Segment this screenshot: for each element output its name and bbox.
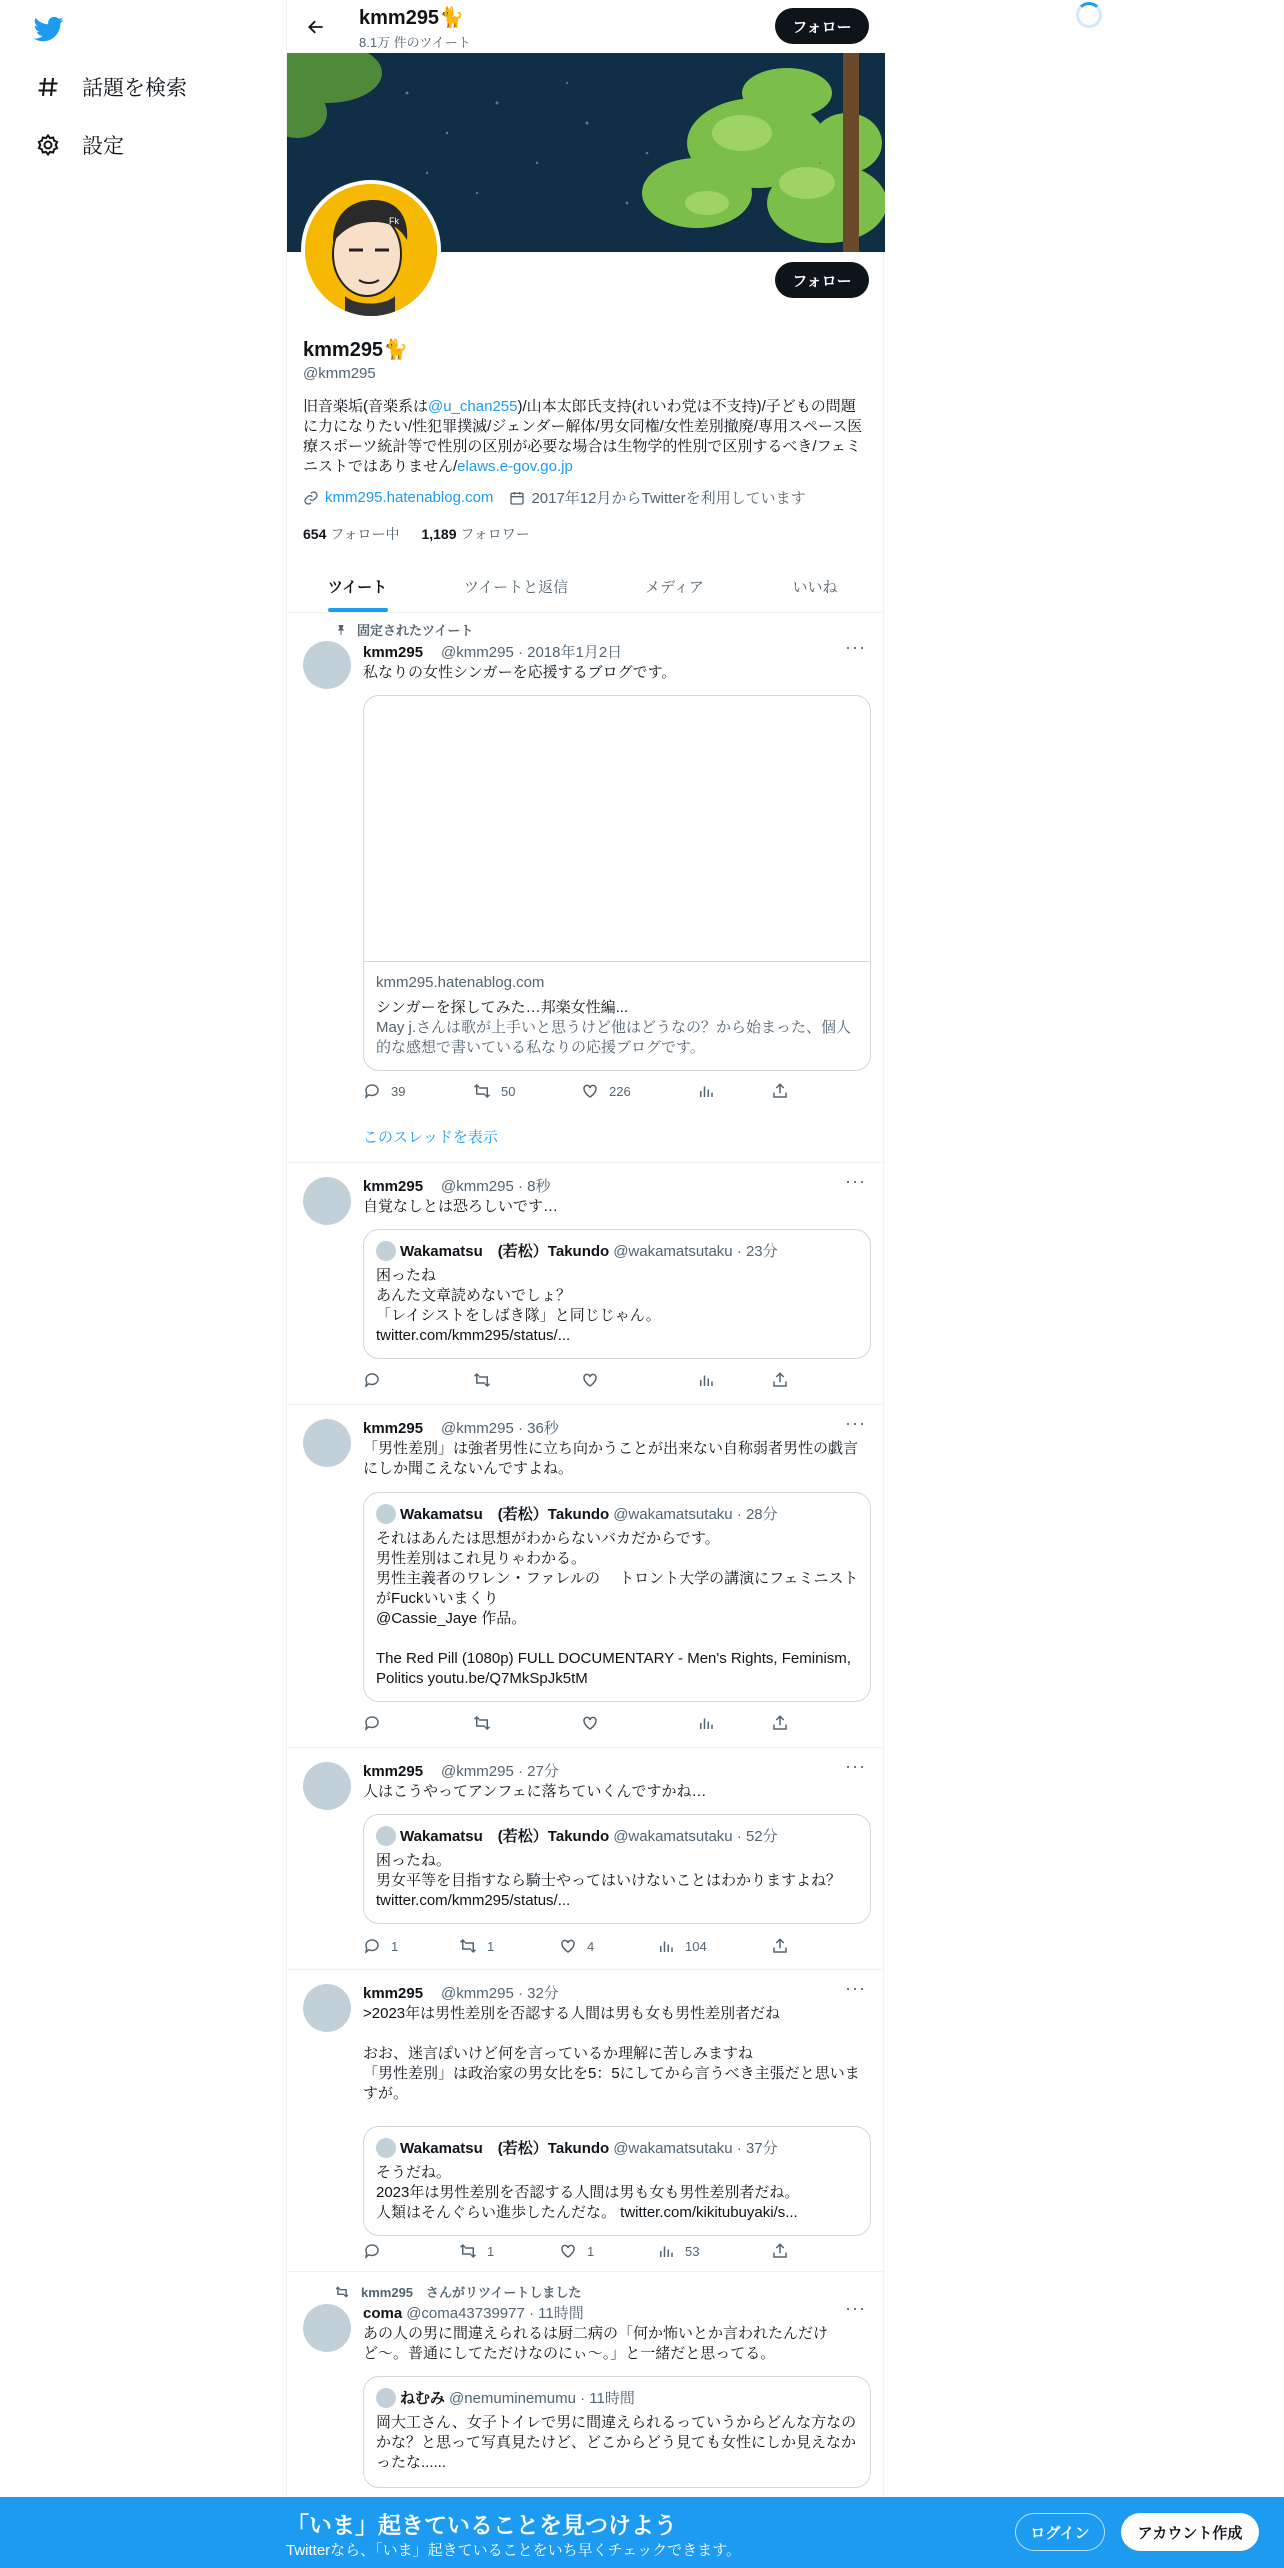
share-button[interactable] [771,2242,799,2260]
profile-name: kmm295🐈 [303,339,408,361]
avatar[interactable] [303,1984,351,2032]
retweet-button[interactable]: 50 [473,1082,515,1100]
heart-icon [559,2242,577,2260]
retweet-label: kmm295 さんがリツイートしました [335,2282,581,2301]
views-button[interactable] [697,1714,725,1732]
tweet-actions [363,1937,833,1957]
share-button[interactable] [771,1082,799,1100]
quote-text: 困ったね あんた文章読めないでしょ？ 「レイシストをしばき隊」と同じじゃん。 twitter.com/kmm295/status/... [376,1267,661,1344]
reply-button[interactable]: 1 [363,1937,398,1955]
retweet-item[interactable] [287,2272,885,2500]
author-name[interactable]: kmm295 [363,1420,424,1437]
reply-icon [363,1082,381,1100]
quote-header [376,1503,778,1524]
reply-button[interactable]: 39 [363,1082,405,1100]
signup-prompt-title: 「いま」起きていることを見つけよう [286,2512,677,2538]
reply-button[interactable] [363,1371,391,1389]
retweet-icon [459,1937,477,1955]
profile-tabs [287,560,885,613]
quote-tweet[interactable] [363,1814,871,1924]
tweet-item[interactable] [287,1970,885,2272]
retweet-icon [473,1082,491,1100]
login-button[interactable]: ログイン [1015,2513,1105,2551]
quote-author-name: ねむみ [400,2390,446,2407]
retweet-icon [473,1371,491,1389]
sidebar-item-settings[interactable] [34,125,124,165]
tweet-header [363,1760,559,1781]
author-name[interactable]: kmm295 [363,1178,424,1195]
quote-text: 岡大工さん、女子トイレで男に間違えられるっていうからどんな方なのかな？と思って写真見たけど、どこからどう見ても女性にしか見えなかったな...... [376,2414,857,2471]
share-icon [771,1082,789,1100]
profile-header-bar [287,0,885,53]
author-handle-time[interactable]: @kmm295 · 2018年1月2日 [441,644,623,661]
author-handle-time[interactable]: @coma43739977 · 11時間 [406,2305,584,2322]
share-icon [771,2242,789,2260]
views-button[interactable]: 53 [657,2242,699,2260]
quote-handle-time: @wakamatsutaku · 52分 [613,1828,778,1845]
share-icon [771,1371,789,1389]
share-icon [771,1714,789,1732]
like-button[interactable]: 226 [581,1082,631,1100]
author-handle-time[interactable]: @kmm295 · 27分 [441,1763,559,1780]
quote-author-name: Wakamatsu (若松）Takundo [400,1828,610,1845]
analytics-icon [697,1714,715,1732]
signup-prompt-bar [0,2497,1284,2568]
tweet-text: 私なりの女性シンガーを応援するブログです。 [363,664,677,681]
quote-tweet[interactable] [363,1492,871,1702]
avatar [376,2388,396,2408]
more-options-icon[interactable]: ··· [845,637,866,657]
link-card-title: シンガーを探してみた…邦楽女性編... [376,999,629,1016]
retweet-button[interactable]: 1 [459,2242,494,2260]
tweet-text: >2023年は男性差別を否認する人間は男も女も男性差別者だね おお、迷言ぽいけど何を言っているか理解に苦しみますね 「男性差別」は政治家の男女比を5：5にしてから言うべき主張だと思いますが。 [363,2005,860,2102]
gear-icon [34,131,62,159]
signup-button[interactable]: アカウント作成 [1121,2513,1259,2551]
like-button[interactable]: 4 [559,1937,594,1955]
quote-header [376,1240,778,1261]
more-options-icon[interactable]: ··· [845,1171,866,1191]
quote-tweet[interactable] [363,1229,871,1359]
quote-header [376,2387,635,2408]
profile-joined-date: 2017年12月からTwitterを利用しています [531,490,806,507]
profile-follow-button[interactable]: フォロー [775,262,869,298]
avatar[interactable] [303,2304,351,2352]
share-button[interactable] [771,1371,799,1389]
profile-handle: @kmm295 [303,365,376,382]
tweet-item[interactable] [287,1163,885,1405]
avatar[interactable] [303,1177,351,1225]
heart-icon [581,1714,599,1732]
calendar-icon [509,490,525,506]
tab-tweets[interactable]: ツイート [327,579,388,596]
quote-handle-time: @wakamatsutaku · 28分 [613,1506,778,1523]
loading-spinner-icon [1076,2,1102,28]
tab-media[interactable]: メディア [645,579,704,596]
avatar [376,1826,396,1846]
analytics-icon [697,1082,715,1100]
like-button[interactable]: 1 [559,2242,594,2260]
avatar [376,2138,396,2158]
show-thread-link[interactable]: このスレッドを表示 [363,1129,498,1146]
views-button[interactable] [697,1082,725,1100]
quote-author-name: Wakamatsu (若松）Takundo [400,1506,610,1523]
tweet-text: 自覚なしとは恐ろしいです… [363,1198,559,1215]
tweet-header [363,1417,559,1438]
left-sidebar [0,0,286,2568]
author-handle-time[interactable]: @kmm295 · 32分 [441,1985,559,2002]
header-follow-button[interactable]: フォロー [775,8,869,44]
heart-icon [559,1937,577,1955]
tab-tweets-and-replies[interactable]: ツイートと返信 [463,579,569,596]
tweet-text: 「男性差別」は強者男性に立ち向かうことが出来ない自称弱者男性の戯言にしか聞こえないんですよね。 [363,1440,859,1477]
tweet-actions [363,1371,833,1391]
quote-text: 困ったね。 男女平等を目指すなら騎士やってはいけないことはわかりますよね？ twitter.com/kmm295/status/... [376,1852,842,1909]
share-button[interactable] [771,1714,799,1732]
quote-header [376,2137,778,2158]
tab-likes[interactable]: いいね [792,579,838,596]
author-handle-time[interactable]: @kmm295 · 36秒 [441,1420,559,1437]
tweet-header [363,641,622,662]
retweet-button[interactable]: 1 [459,1937,494,1955]
profile-follow-counts [303,524,530,544]
tweet-text: あの人の男に間違えられるは厨二病の「何か怖いとか言われたんだけど〜。普通にしてただけなのにぃ〜。」と一緒だと思ってる。 [363,2325,829,2362]
avatar[interactable] [303,641,351,689]
retweet-icon [459,2242,477,2260]
quote-author-name: Wakamatsu (若松）Takundo [400,1243,610,1260]
author-name[interactable]: kmm295 [363,1985,424,2002]
more-options-icon[interactable]: ··· [845,2298,866,2318]
tweet-header [363,1982,559,2003]
back-arrow-icon[interactable] [301,12,331,42]
retweet-icon [335,2285,349,2299]
retweet-button[interactable] [473,1714,501,1732]
retweet-icon [473,1714,491,1732]
quote-handle-time: @wakamatsutaku · 37分 [613,2140,778,2157]
reply-icon [363,1371,381,1389]
pin-icon [335,624,347,636]
quote-tweet[interactable] [363,2126,871,2236]
link-card-description: May j.さんは歌が上手いと思うけど他はどうなの？から始まった、個人的な感想で書いている私なりの応援ブログです。 [376,1019,852,1056]
tweet-text: 人はこうやってアンフェに落ちていくんですかね… [363,1783,707,1800]
bio-mention-link[interactable]: @u_chan255 [428,398,518,415]
share-button[interactable] [771,1937,799,1955]
avatar [376,1241,396,1261]
avatar [376,1504,396,1524]
reply-icon [363,1937,381,1955]
more-options-icon[interactable]: ··· [845,1756,866,1776]
svg-text:Fk: Fk [389,216,399,226]
signup-prompt-subtitle: Twitterなら、「いま」起きていることをいち早くチェックできます。 [286,2542,742,2559]
bio-text: 旧音楽垢(音楽系は [303,398,428,415]
twitter-bird-icon[interactable] [32,14,66,44]
hashtag-icon [34,73,62,101]
heart-icon [581,1082,599,1100]
avatar[interactable] [303,1762,351,1810]
header-tweet-count: 8.1万 件のツイート [359,35,471,50]
views-button[interactable]: 104 [657,1937,707,1955]
reply-button[interactable] [363,1714,391,1732]
link-card[interactable] [363,695,871,1071]
author-name[interactable]: kmm295 [363,644,424,661]
main-column [286,0,884,2500]
quote-text: それはあんたは思想がわからないバカだからです。 男性差別はこれ見りゃわかる。 男性主義者のワレン・ファレルの トロント大学の講演にフェミニストがFuckいいまくり @Cassie_Jaye 作品。 The Red Pill (1080p) FULL DOCUMENTARY - Men's Rights, Feminism, Politics youtu.be/Q7MkSpJk5tM [376,1530,859,1687]
tweet-header [363,1175,550,1196]
pinned-tweet[interactable] [287,613,885,1163]
profile-bio [303,397,869,477]
tweet-item[interactable] [287,1405,885,1748]
analytics-icon [657,2242,675,2260]
tweet-actions [363,1714,833,1734]
quote-text: そうだね。 2023年は男性差別を否認する人間は男も女も男性差別者だね。 人類はそんぐらい進歩したんだな。 twitter.com/kikitubuyaki/s... [376,2164,800,2221]
heart-icon [581,1371,599,1389]
more-options-icon[interactable]: ··· [845,1978,866,1998]
analytics-icon [657,1937,675,1955]
bio-link[interactable]: elaws.e-gov.go.jp [457,458,573,475]
link-card-domain: kmm295.hatenablog.com [376,974,545,991]
like-button[interactable] [581,1714,609,1732]
followers-link[interactable]: 1,189 フォロワー [421,526,530,542]
quote-header [376,1825,778,1846]
author-name[interactable]: coma [363,2305,403,2322]
like-button[interactable] [581,1371,609,1389]
author-handle-time[interactable]: @kmm295 · 8秒 [441,1178,551,1195]
reply-button[interactable] [363,2242,391,2260]
profile-avatar[interactable] [301,180,441,320]
views-button[interactable] [697,1371,725,1389]
reply-icon [363,2242,381,2260]
analytics-icon [697,1371,715,1389]
sidebar-item-label: 話題を検索 [82,77,187,100]
tweet-item[interactable] [287,1748,885,1970]
active-tab-indicator [328,608,388,612]
quote-tweet[interactable] [363,2376,871,2488]
tweet-actions [363,2242,833,2262]
sidebar-item-explore[interactable] [34,67,187,107]
quote-author-name: Wakamatsu (若松）Takundo [400,2140,610,2157]
pinned-label: 固定されたツイート [335,620,473,639]
profile-meta [303,487,806,508]
header-profile-name: kmm295🐈 [359,7,464,29]
avatar[interactable] [303,1419,351,1467]
quote-handle-time: @wakamatsutaku · 23分 [613,1243,778,1260]
bio-text: )/山本太郎氏支持(れいわ党は不支持)/子どもの問題に力になりたい/性犯罪撲滅/ジェンダー解体/男女同権/女性差別撤廃/専用スペース医療スポーツ統計等で性別の区別が必要な場合は生物学的性別で区別するべき/フェミニストではありません/ [303,398,863,475]
retweet-button[interactable] [473,1371,501,1389]
link-icon [303,490,319,506]
sidebar-item-label: 設定 [82,135,124,158]
profile-website-link[interactable]: kmm295.hatenablog.com [325,489,494,506]
share-icon [771,1937,789,1955]
link-card-image [364,696,871,962]
reply-icon [363,1714,381,1732]
tweet-header [363,2302,584,2323]
tweet-actions [363,1082,833,1102]
quote-handle-time: @nemuminemumu · 11時間 [449,2390,635,2407]
following-link[interactable]: 654 フォロー中 [303,526,400,542]
more-options-icon[interactable]: ··· [845,1413,866,1433]
author-name[interactable]: kmm295 [363,1763,424,1780]
